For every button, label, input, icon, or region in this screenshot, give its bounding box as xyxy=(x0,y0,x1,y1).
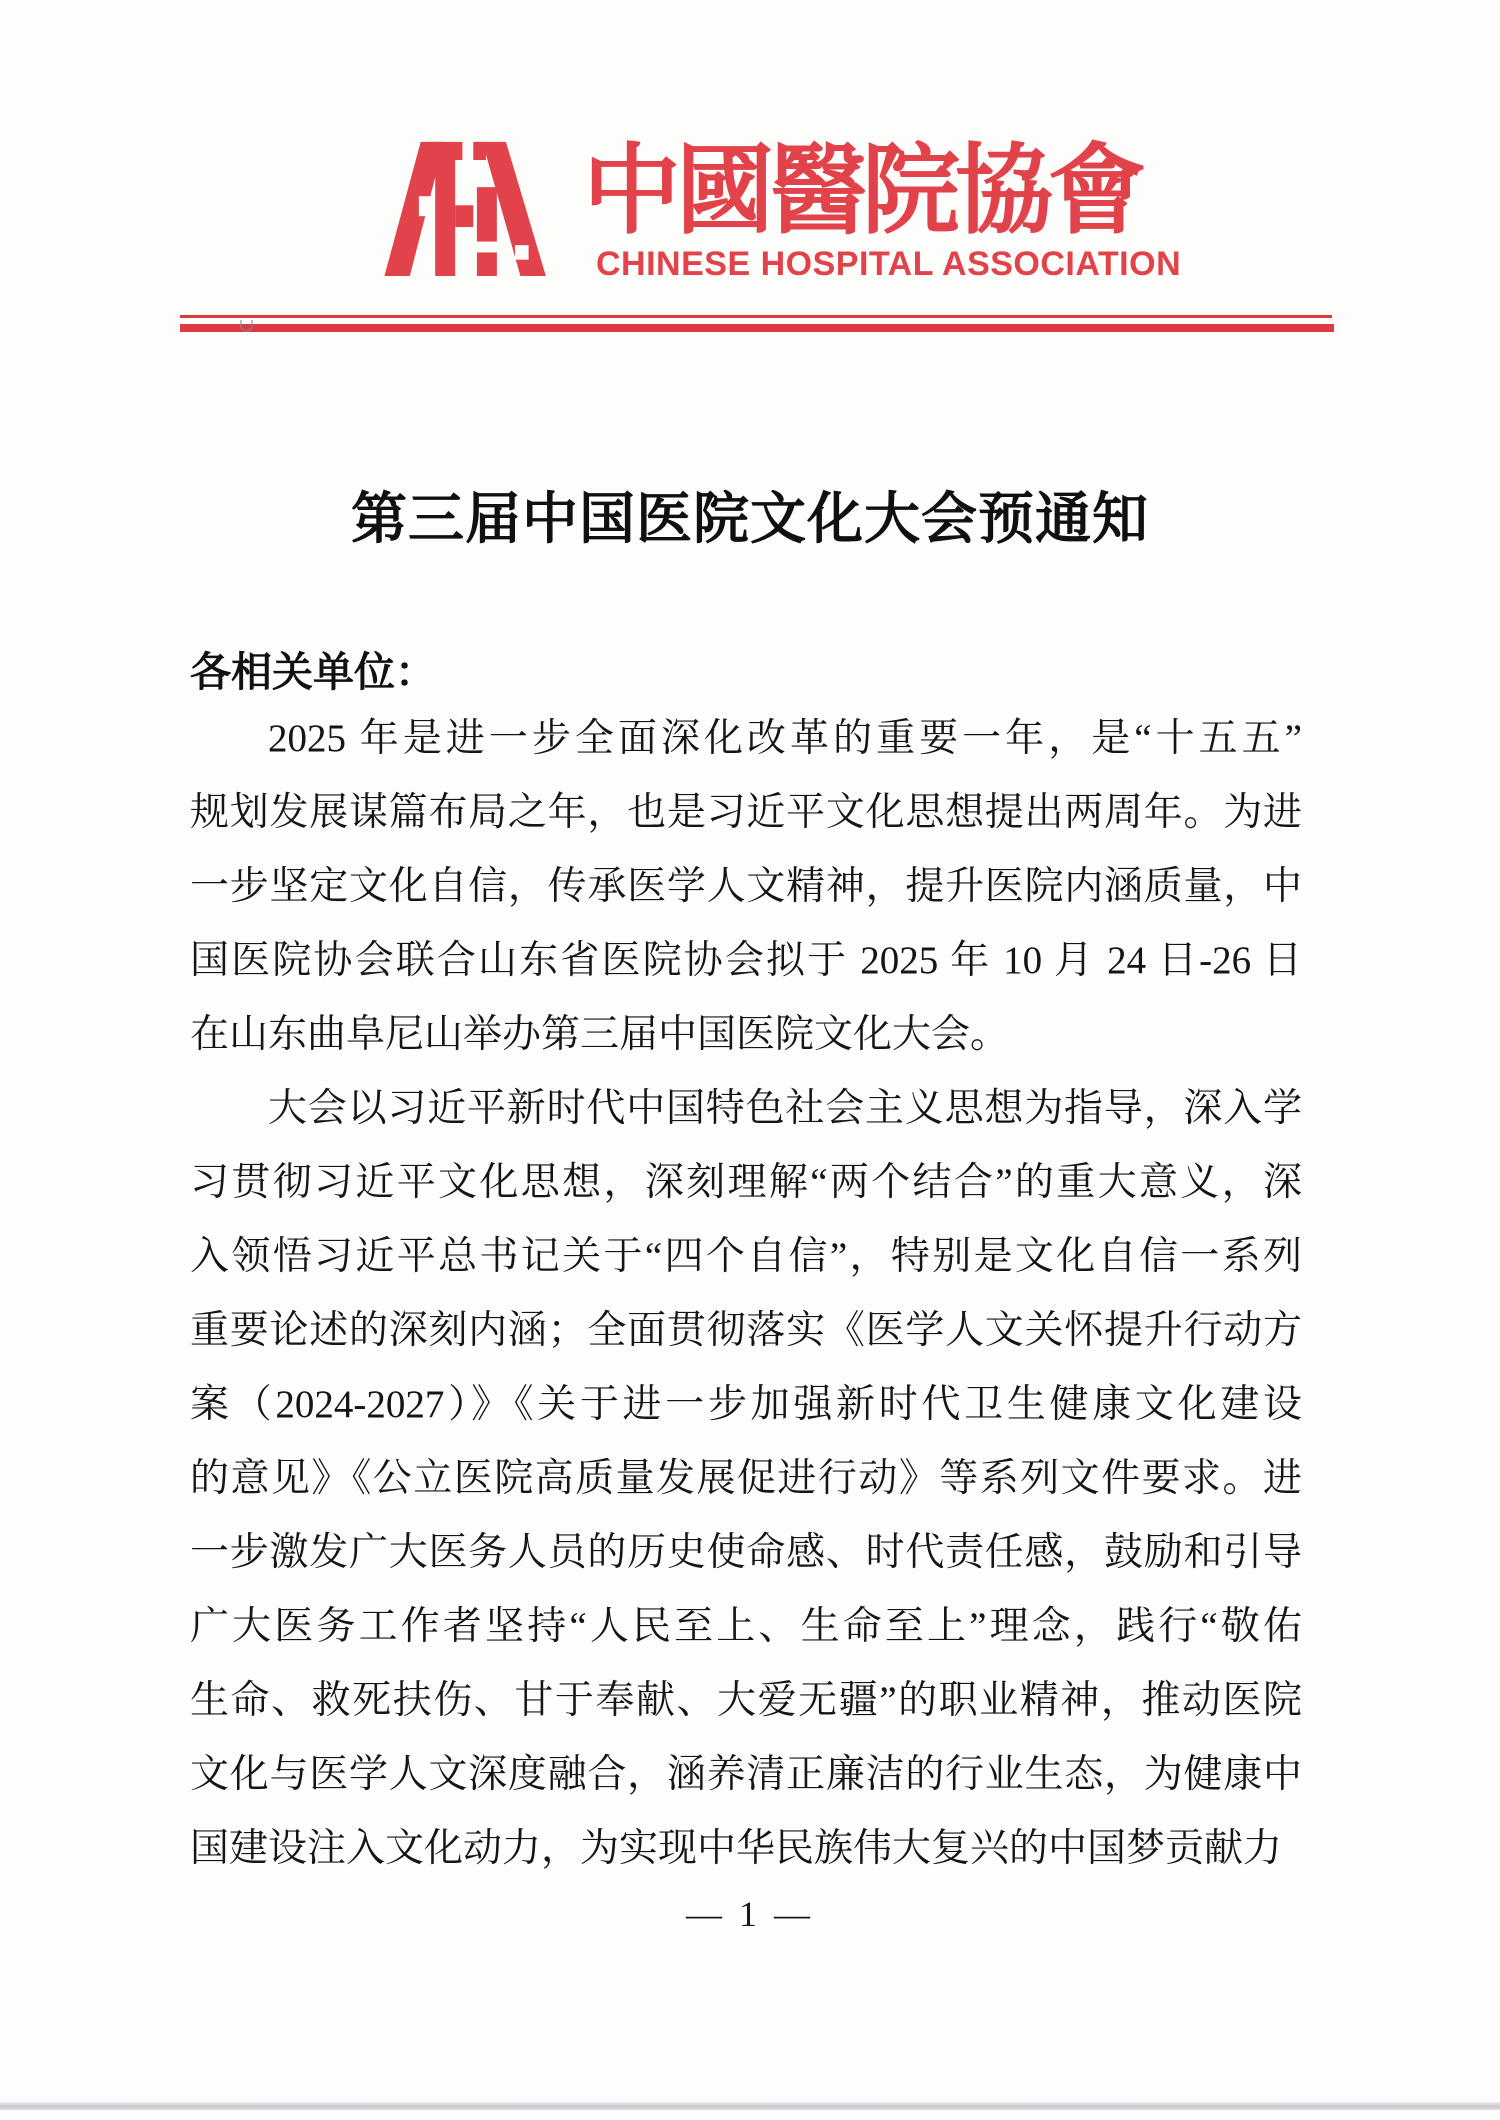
body-line: 重要论述的深刻内涵；全面贯彻落实《医学人文关怀提升行动方 xyxy=(190,1309,1302,1352)
document-title: 第三届中国医院文化大会预通知 xyxy=(351,489,1149,551)
body-text xyxy=(190,702,1302,1886)
body-line: 国医院协会联合山东省医院协会拟于 2025 年 10 月 24 日-26 日 xyxy=(190,939,1302,982)
scan-edge-artifact xyxy=(0,2102,1500,2110)
chinese-hospital-association-logo-icon xyxy=(368,140,555,276)
salutation: 各相关单位： xyxy=(190,649,436,695)
page-number: — 1 — xyxy=(686,1894,814,1934)
body-line: 2025 年是进一步全面深化改革的重要一年，是“十五五” xyxy=(268,717,1302,760)
logo-calligraphy-text: 中國醫院協會 xyxy=(583,138,1142,246)
body-line: 一步激发广大医务人员的历史使命感、时代责任感，鼓励和引导 xyxy=(190,1531,1302,1574)
header-rule-thin xyxy=(180,315,1332,318)
body-line: 生命、救死扶伤、甘于奉献、大爱无疆”的职业精神，推动医院 xyxy=(190,1679,1302,1722)
body-paragraph xyxy=(190,702,1302,1072)
body-line: 一步坚定文化自信，传承医学人文精神，提升医院内涵质量，中 xyxy=(190,865,1302,908)
body-line: 广大医务工作者坚持“人民至上、生命至上”理念，践行“敬佑 xyxy=(190,1605,1302,1648)
body-line: 文化与医学人文深度融合，涵养清正廉洁的行业生态，为健康中 xyxy=(190,1753,1302,1796)
header-rule-thick xyxy=(180,324,1334,332)
body-line: 习贯彻习近平文化思想，深刻理解“两个结合”的重大意义，深 xyxy=(190,1161,1302,1204)
body-line: 大会以习近平新时代中国特色社会主义思想为指导，深入学 xyxy=(268,1087,1302,1130)
body-line: 国建设注入文化动力，为实现中华民族伟大复兴的中国梦贡献力 xyxy=(190,1827,1283,1870)
body-line: 入领悟习近平总书记关于“四个自信”，特别是文化自信一系列 xyxy=(190,1235,1302,1278)
logo-english-text: CHINESE HOSPITAL ASSOCIATION xyxy=(596,245,1182,283)
body-line: 的意见》《公立医院高质量发展促进行动》等系列文件要求。进 xyxy=(190,1457,1302,1500)
body-paragraph xyxy=(190,1072,1302,1886)
body-line: 规划发展谋篇布局之年，也是习近平文化思想提出两周年。为进 xyxy=(190,791,1302,834)
body-line: 在山东曲阜尼山举办第三届中国医院文化大会。 xyxy=(190,1013,1010,1056)
body-line: 案（2024-2027）》《关于进一步加强新时代卫生健康文化建设 xyxy=(190,1383,1302,1426)
